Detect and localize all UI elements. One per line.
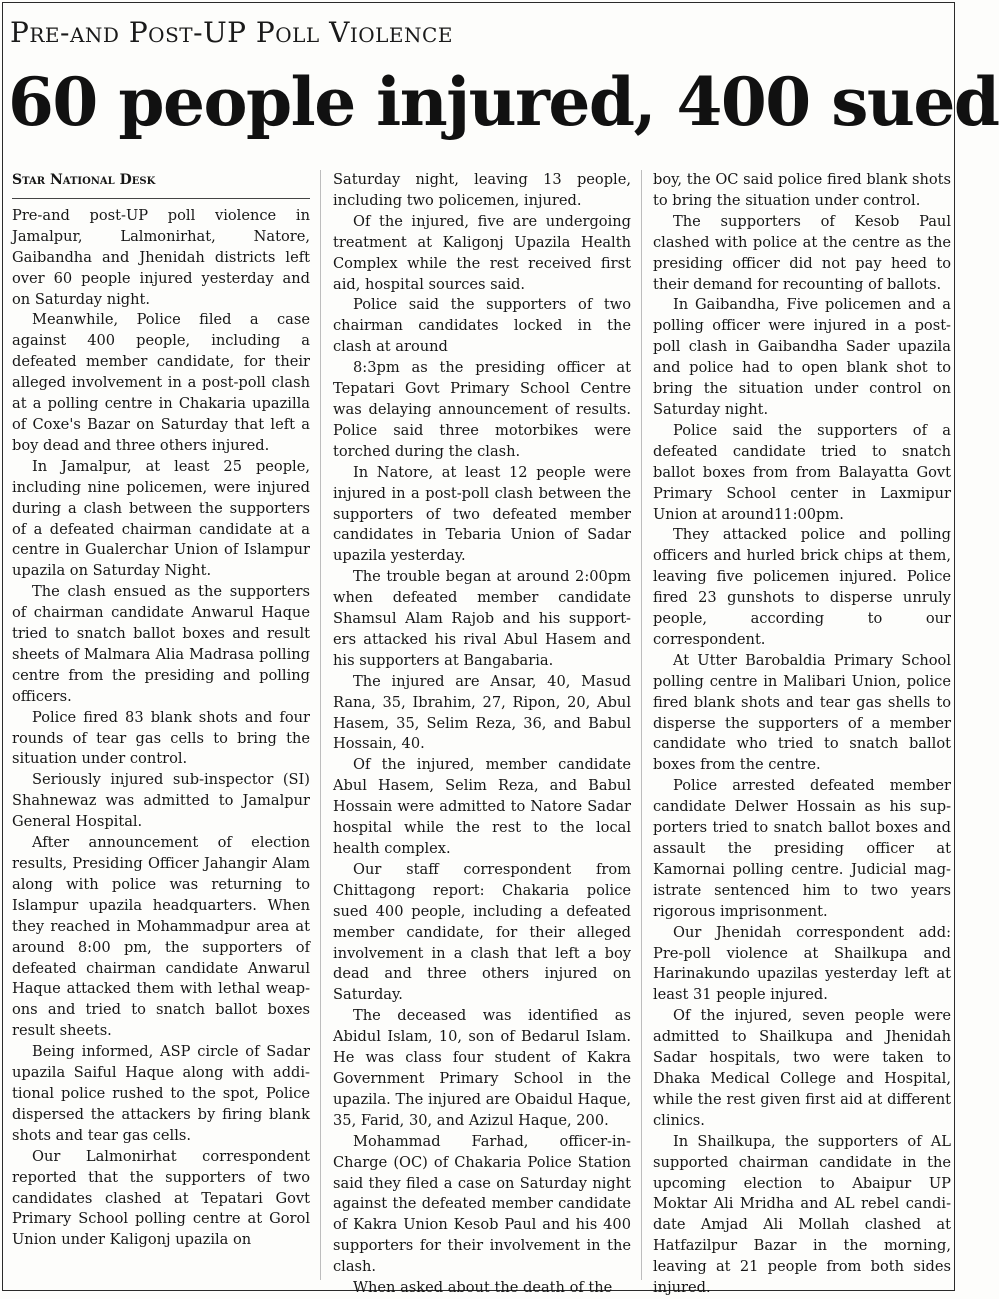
paragraph: Pre-and post-UP poll violence in Jamalpur, Lalmonirhat, Natore, Gaibandha and Jhenidah districts left over 60 people injured yesterday and on Saturday night.	[12, 206, 310, 308]
column-rule	[641, 170, 642, 1280]
article-column-3	[653, 170, 951, 1297]
paragraph: Of the injured, five are undergoing treatment at Kaligonj Upazila Health Complex while the rest received first aid, hospital sources said.	[333, 212, 631, 293]
column-rule	[320, 170, 321, 1280]
paragraph: After announcement of election results, Presiding Officer Jahangir Alam along with police was returning to Islampur upazila headquarters. When they reached in Mohammadpur area at around 8:00 pm, the supporters of defeated chairman candidate Anwarul Haque attacked them with lethal weap-ons and tried to snatch ballot boxes result sheets.	[12, 834, 310, 1040]
paragraph: The clash ensued as the supporters of chairman candidate Anwarul Haque tried to snatch ballot boxes and result sheets of Malmara Alia Madrasa polling centre from the presiding and polling officers.	[12, 583, 310, 705]
paragraph: Of the injured, member candidate Abul Hasem, Selim Reza, and Babul Hossain were admitted to Natore Sadar hospital while the rest to the local health complex.	[333, 756, 631, 857]
paragraph: Of the injured, seven people were admitted to Shailkupa and Jhenidah Sadar hospitals, two were taken to Dhaka Medical College and Hospital, while the rest given first aid at different clinics.	[653, 1007, 951, 1129]
paragraph: Police arrested defeated member candidate Delwer Hossain as his sup-porters tried to snatch ballot boxes and assault the presiding officer at Kamornai polling centre. Judicial mag-istrate sentenced him to two years rigorous imprisonment.	[653, 777, 951, 920]
paragraph: Our Lalmonirhat correspondent reported that the supporters of two candidates clashed at Tepatari Govt Primary School polling centre at Gorol Union under Kaligonj upazila on	[12, 1147, 310, 1249]
article-column-1	[12, 170, 310, 1285]
paragraph: The injured are Ansar, 40, Masud Rana, 35, Ibrahim, 27, Ripon, 20, Abul Hasem, 35, Selim Reza, 36, and Babul Hossain, 40.	[333, 672, 631, 753]
paragraph: In Gaibandha, Five policemen and a polling officer were injured in a post-poll clash in Gaibandha Sader upazila and police had to open blank shot to bring the situation under control on Saturday night.	[653, 296, 951, 418]
paragraph: The supporters of Kesob Paul clashed with police at the centre as the presiding officer did not pay heed to their demand for recounting of ballots.	[653, 212, 951, 293]
paragraph: The deceased was identified as Abidul Islam, 10, son of Bedarul Islam. He was class four student of Kakra Government Primary School in the upazila. The injured are Obaidul Haque, 35, Farid, 30, and Azizul Haque, 200.	[333, 1007, 631, 1129]
paragraph: boy, the OC said police fired blank shots to bring the situation under control.	[653, 171, 951, 209]
paragraph: Police said the supporters of two chairman candidates locked in the clash at around	[333, 296, 631, 356]
paragraph: Being informed, ASP circle of Sadar upazila Saiful Haque along with addi-tional police rushed to the spot, Police dispersed the attackers by firing blank shots and tear gas cells.	[12, 1043, 310, 1144]
paragraph: In Shailkupa, the supporters of AL supported chairman candidate in the upcoming election to Abaipur UP Moktar Ali Mridha and AL rebel candi-date Amjad Ali Mollah clashed at Hatfazilpur Bazar in the morning, leaving at 21 people from both sides injured.	[653, 1132, 951, 1297]
paragraph: Our Jhenidah correspondent add: Pre-poll violence at Shailkupa and Harinakundo upazilas yesterday left at least 31 people injured.	[653, 923, 951, 1004]
paragraph: Police said the supporters of a defeated candidate tried to snatch ballot boxes from from Balayatta Govt Primary School center in Laxmipur Union at around11:00pm.	[653, 421, 951, 523]
paragraph: Meanwhile, Police filed a case against 400 people, including a defeated member candidate, for their alleged involvement in a post-poll clash at a polling centre in Chakaria upazilla of Coxe's Bazar on Saturday that left a boy dead and three others injured.	[12, 311, 310, 454]
paragraph: They attacked police and polling officers and hurled brick chips at them, leaving five policemen injured. Police fired 23 gunshots to disperse unruly people, according to our correspondent.	[653, 526, 951, 648]
article-column-2	[333, 170, 631, 1297]
paragraph: Mohammad Farhad, officer-in-Charge (OC) of Chakaria Police Station said they filed a case on Saturday night against the defeated member candidate of Kakra Union Kesob Paul and his 400 supporters for their involvement in the clash.	[333, 1132, 631, 1276]
paragraph: At Utter Barobaldia Primary School polling centre in Malibari Union, police fired blank shots and tear gas shells to disperse the supporters of a member candidate who tried to snatch ballot boxes from the centre.	[653, 651, 951, 774]
paragraph: Our staff correspondent from Chittagong report: Chakaria police sued 400 people, including a defeated member candidate, for their alleged involvement in a clash that left a boy dead and three others injured on Saturday.	[333, 860, 631, 1004]
paragraph: 8:3pm as the presiding officer at Tepatari Govt Primary School Centre was delaying announcement of results. Police said three motorbikes were torched during the clash.	[333, 359, 631, 460]
paragraph: Seriously injured sub-inspector (SI) Shahnewaz was admitted to Jamalpur General Hospital.	[12, 771, 310, 831]
headline: 60 people injured, 400 sued	[8, 63, 999, 141]
paragraph: Saturday night, leaving 13 people, including two policemen, injured.	[333, 171, 631, 209]
kicker-title: Pre-and Post-UP Poll Violence	[10, 16, 453, 49]
paragraph: The trouble began at around 2:00pm when defeated member candidate Shamsul Alam Rajob and his support-ers attacked his rival Abul Hasem and his supporters at Bangabaria.	[333, 568, 631, 669]
paragraph: Police fired 83 blank shots and four rounds of tear gas cells to bring the situation under control.	[12, 708, 310, 768]
byline: Star National Desk	[12, 170, 310, 199]
paragraph: In Natore, at least 12 people were injured in a post-poll clash between the supporters of two defeated member candidates in Tebaria Union of Sadar upazila yesterday.	[333, 463, 631, 565]
paragraph: In Jamalpur, at least 25 people, including nine policemen, were injured during a clash between the supporters of a defeated chairman candidate at a centre in Gualerchar Union of Islampur upazila on Saturday Night.	[12, 457, 310, 580]
paragraph: When asked about the death of the	[353, 1279, 613, 1297]
